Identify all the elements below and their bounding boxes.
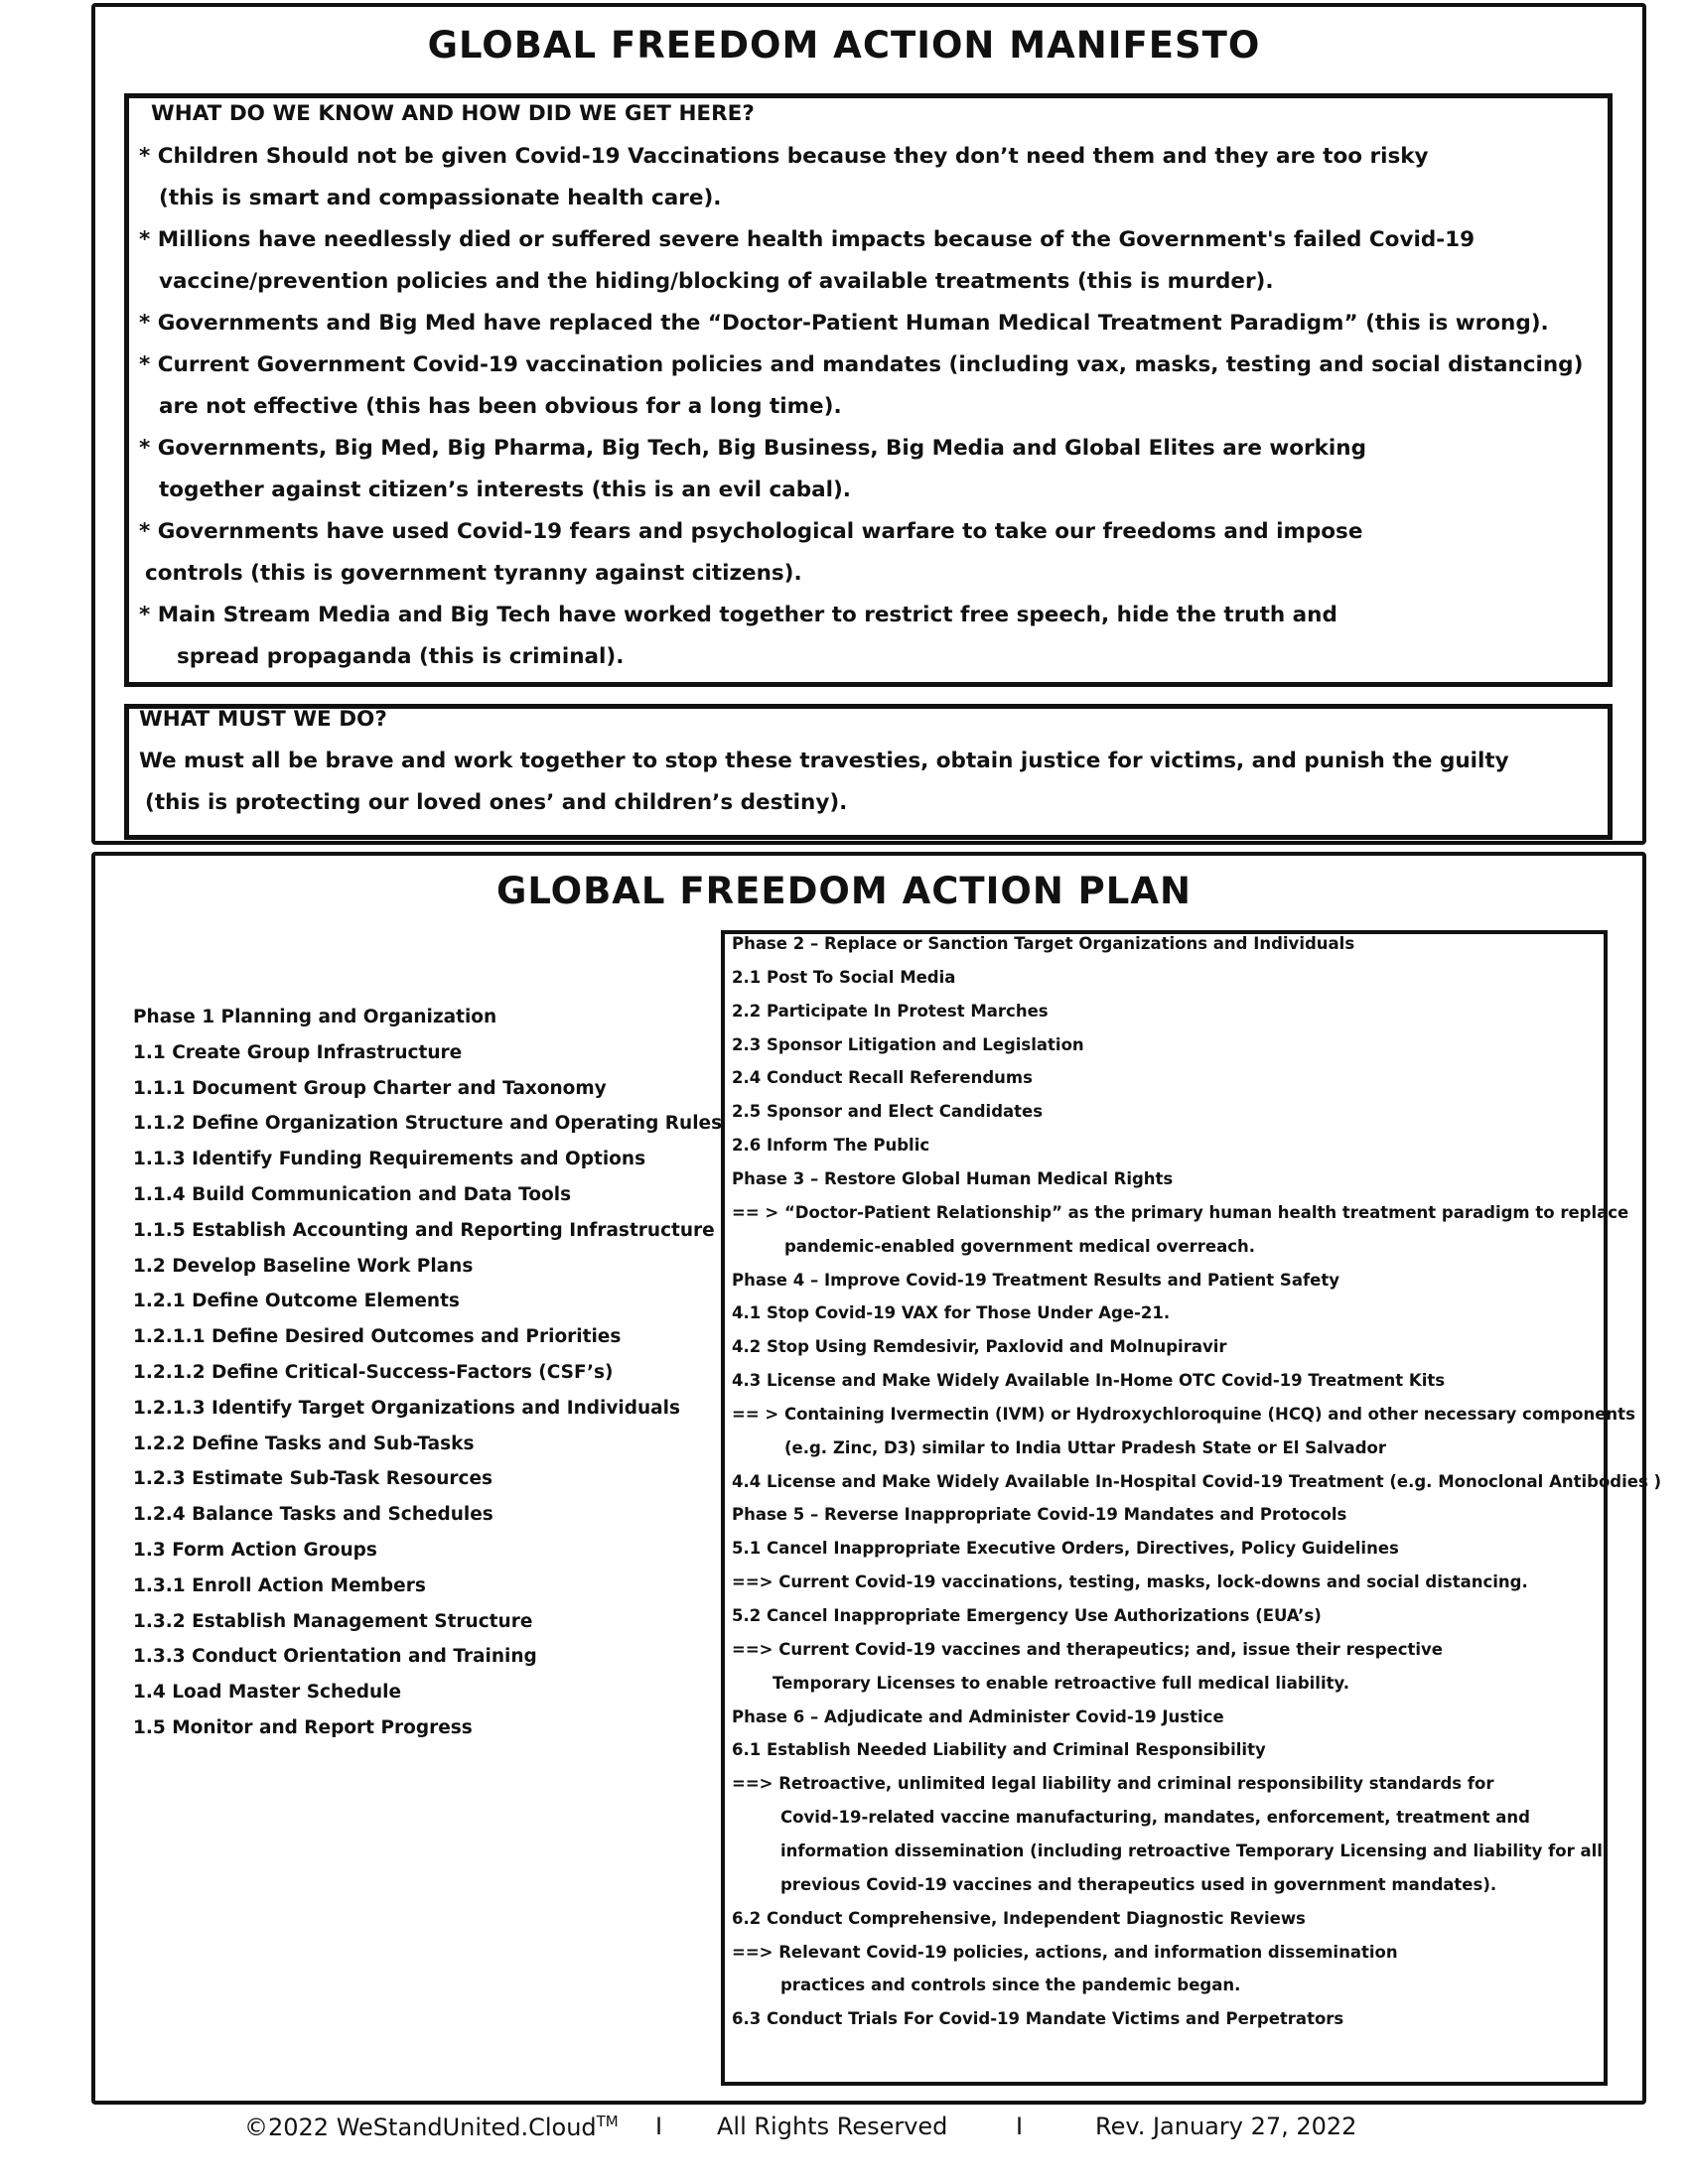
plan-item: 2.5 Sponsor and Elect Candidates — [732, 1102, 1044, 1122]
plan-item: 1.1.4 Build Communication and Data Tools — [133, 1184, 572, 1205]
plan-item: Phase 5 – Reverse Inappropriate Covid-19 Mandates and Protocols — [732, 1505, 1347, 1525]
manifesto-line: (this is protecting our loved ones’ and children’s destiny). — [145, 790, 848, 815]
plan-item: 1.2.1 Define Outcome Elements — [133, 1291, 460, 1312]
section-heading: WHAT DO WE KNOW AND HOW DID WE GET HERE? — [151, 101, 755, 126]
manifesto-line: together against citizen’s interests (this is an evil cabal). — [159, 478, 851, 502]
footer-revision: Rev. January 27, 2022 — [1095, 2113, 1357, 2140]
plan-item: 1.1.2 Define Organization Structure and Operating Rules — [133, 1113, 723, 1135]
plan-item: (e.g. Zinc, D3) similar to India Uttar Pradesh State or El Salvador — [784, 1437, 1386, 1457]
plan-item: 1.1.5 Establish Accounting and Reporting Infrastructure — [133, 1219, 715, 1241]
plan-item: 6.3 Conduct Trials For Covid-19 Mandate Victims and Perpetrators — [732, 2009, 1344, 2029]
plan-item: Covid-19-related vaccine manufacturing, mandates, enforcement, treatment and — [780, 1808, 1530, 1828]
footer — [0, 2113, 1688, 2152]
manifesto-title: GLOBAL FREEDOM ACTION MANIFESTO — [427, 24, 1261, 67]
section-heading: WHAT MUST WE DO? — [139, 707, 387, 732]
plan-item: Temporary Licenses to enable retroactive full medical liability. — [773, 1673, 1350, 1693]
plan-item: 1.4 Load Master Schedule — [133, 1682, 402, 1704]
action-plan-title: GLOBAL FREEDOM ACTION PLAN — [496, 870, 1192, 912]
plan-item: == > Containing Ivermectin (IVM) or Hydroxychloroquine (HCQ) and other necessary components — [732, 1404, 1635, 1424]
plan-item: == > “Doctor-Patient Relationship” as the primary human health treatment paradigm to replace — [732, 1202, 1629, 1222]
manifesto-line: * Main Stream Media and Big Tech have worked together to restrict free speech, hide the truth and — [139, 603, 1337, 627]
manifesto-line: are not effective (this has been obvious for a long time). — [159, 394, 842, 419]
manifesto-line: * Governments and Big Med have replaced the “Doctor-Patient Human Medical Treatment Paradigm” (this is wrong). — [139, 311, 1549, 336]
plan-item: information dissemination (including retroactive Temporary Licensing and liability for all — [780, 1841, 1603, 1860]
plan-item: 5.1 Cancel Inappropriate Executive Orders, Directives, Policy Guidelines — [732, 1539, 1399, 1559]
plan-item: 1.2 Develop Baseline Work Plans — [133, 1255, 474, 1277]
plan-item: 1.3 Form Action Groups — [133, 1540, 377, 1561]
manifesto-line: We must all be brave and work together to stop these travesties, obtain justice for victims, and punish the guilty — [139, 749, 1509, 773]
plan-item: 1.3.3 Conduct Orientation and Training — [133, 1646, 537, 1668]
plan-item: 1.2.4 Balance Tasks and Schedules — [133, 1504, 493, 1526]
footer-separator: I — [655, 2113, 663, 2140]
manifesto-line: * Children Should not be given Covid-19 Vaccinations because they don’t need them and they are too risky — [139, 144, 1429, 169]
plan-item: pandemic-enabled government medical overreach. — [784, 1236, 1256, 1256]
plan-item: 1.2.1.2 Define Critical-Success-Factors (CSF’s) — [133, 1362, 614, 1383]
footer-separator: I — [1016, 2113, 1024, 2140]
plan-item: ==> Current Covid-19 vaccines and therapeutics; and, issue their respective — [732, 1639, 1443, 1659]
plan-item: 2.2 Participate In Protest Marches — [732, 1001, 1049, 1021]
plan-item: 4.3 License and Make Widely Available In-Home OTC Covid-19 Treatment Kits — [732, 1371, 1446, 1391]
plan-item: practices and controls since the pandemic began. — [780, 1976, 1241, 1995]
manifesto-line: (this is smart and compassionate health care). — [159, 186, 722, 210]
what-we-know-box — [124, 93, 1613, 687]
plan-item: 1.3.2 Establish Management Structure — [133, 1610, 533, 1632]
plan-item: 5.2 Cancel Inappropriate Emergency Use Authorizations (EUA’s) — [732, 1606, 1322, 1625]
plan-item: ==> Retroactive, unlimited legal liability and criminal responsibility standards for — [732, 1774, 1494, 1794]
plan-item: 1.2.3 Estimate Sub-Task Resources — [133, 1468, 493, 1490]
plan-item: 1.2.2 Define Tasks and Sub-Tasks — [133, 1433, 475, 1454]
plan-item: Phase 1 Planning and Organization — [133, 1007, 497, 1027]
plan-item: Phase 4 – Improve Covid-19 Treatment Results and Patient Safety — [732, 1270, 1339, 1290]
plan-item: 1.2.1.3 Identify Target Organizations and Individuals — [133, 1397, 680, 1419]
plan-item: 4.2 Stop Using Remdesivir, Paxlovid and Molnupiravir — [732, 1337, 1227, 1357]
plan-item: Phase 3 – Restore Global Human Medical Rights — [732, 1168, 1174, 1188]
plan-item: 2.4 Conduct Recall Referendums — [732, 1068, 1033, 1088]
footer-rights: All Rights Reserved — [717, 2113, 948, 2140]
plan-item: 4.1 Stop Covid-19 VAX for Those Under Age-21. — [732, 1303, 1171, 1323]
footer-copyright: ©2022 WeStandUnited.Cloud™ — [244, 2113, 619, 2141]
plan-item: 2.6 Inform The Public — [732, 1136, 930, 1156]
plan-item: Phase 6 – Adjudicate and Administer Covid-19 Justice — [732, 1706, 1224, 1726]
plan-item: previous Covid-19 vaccines and therapeutics used in government mandates). — [780, 1874, 1497, 1894]
plan-item: ==> Relevant Covid-19 policies, actions, and information dissemination — [732, 1942, 1398, 1962]
plan-item: 1.1 Create Group Infrastructure — [133, 1041, 463, 1063]
plan-item: 6.2 Conduct Comprehensive, Independent Diagnostic Reviews — [732, 1908, 1306, 1928]
plan-item: 4.4 License and Make Widely Available In-Hospital Covid-19 Treatment (e.g. Monoclonal Antibodies ) — [732, 1471, 1662, 1491]
plan-item: 2.3 Sponsor Litigation and Legislation — [732, 1034, 1084, 1054]
plan-item: 1.5 Monitor and Report Progress — [133, 1717, 473, 1738]
plan-item: 1.2.1.1 Define Desired Outcomes and Priorities — [133, 1326, 622, 1348]
plan-item: 1.1.3 Identify Funding Requirements and Options — [133, 1149, 646, 1170]
plan-item: Phase 2 – Replace or Sanction Target Organizations and Individuals — [732, 934, 1355, 953]
plan-item: 1.3.1 Enroll Action Members — [133, 1574, 426, 1596]
plan-item: ==> Current Covid-19 vaccinations, testing, masks, lock-downs and social distancing. — [732, 1572, 1528, 1592]
manifesto-line: * Millions have needlessly died or suffered severe health impacts because of the Government's failed Covid-19 — [139, 227, 1476, 252]
plan-item: 1.1.1 Document Group Charter and Taxonomy — [133, 1077, 607, 1099]
plan-item: 6.1 Establish Needed Liability and Criminal Responsibility — [732, 1740, 1266, 1760]
plan-item: 2.1 Post To Social Media — [732, 967, 956, 987]
trademark-mark: TM — [596, 2113, 619, 2130]
manifesto-line: * Governments, Big Med, Big Pharma, Big Tech, Big Business, Big Media and Global Elites are working — [139, 436, 1366, 461]
manifesto-line: vaccine/prevention policies and the hiding/blocking of available treatments (this is murder). — [159, 269, 1274, 294]
manifesto-line: * Governments have used Covid-19 fears and psychological warfare to take our freedoms and impose — [139, 519, 1363, 544]
manifesto-line: * Current Government Covid-19 vaccination policies and mandates (including vax, masks, testing and social distancing) — [139, 352, 1584, 377]
manifesto-line: controls (this is government tyranny against citizens). — [145, 561, 802, 586]
manifesto-line: spread propaganda (this is criminal). — [177, 644, 625, 669]
